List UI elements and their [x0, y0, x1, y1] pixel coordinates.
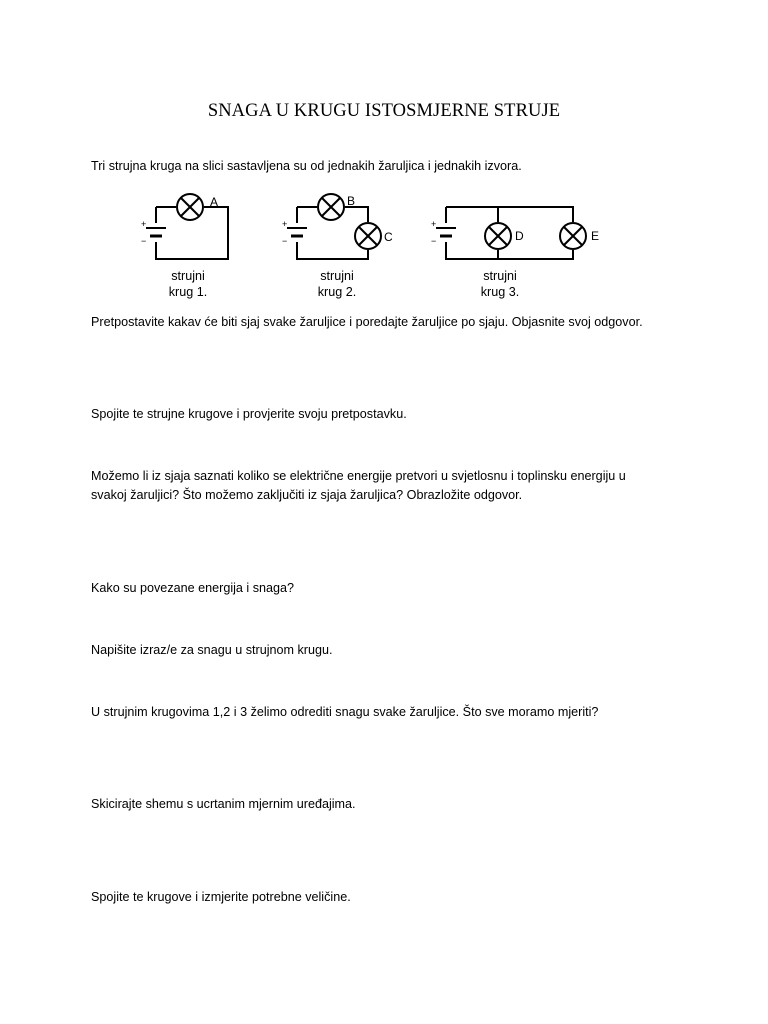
question-8: Spojite te krugove i izmjerite potrebne veličine. [91, 890, 351, 904]
question-2: Spojite te strujne krugove i provjerite svoju pretpostavku. [91, 407, 407, 421]
question-6: U strujnim krugovima 1,2 i 3 želimo odrediti snagu svake žaruljice. Što sve moramo mjeriti? [91, 705, 599, 719]
circuit-2 [287, 194, 381, 259]
bulb-label-c: C [384, 230, 393, 244]
circuit-diagrams [0, 186, 768, 306]
intro-text: Tri strujna kruga na slici sastavljena su od jednakih žaruljica i jednakih izvora. [91, 159, 522, 173]
bulb-e-icon [560, 223, 586, 249]
bulb-label-a: A [210, 195, 219, 209]
caption-line: krug 1. [168, 285, 208, 299]
question-7: Skicirajte shemu s ucrtanim mjernim uređajima. [91, 797, 356, 811]
bulb-label-e: E [591, 229, 600, 243]
caption-line: krug 3. [480, 285, 520, 299]
circuit-2-caption [297, 268, 377, 300]
bulb-a-icon [177, 194, 203, 220]
caption-line: strujni [320, 269, 354, 283]
bulb-c-icon [355, 223, 381, 249]
circuits-svg [0, 186, 768, 306]
question-5: Napišite izraz/e za snagu u strujnom krugu. [91, 643, 333, 657]
battery-plus-label: + [141, 219, 147, 229]
battery-icon [287, 228, 307, 236]
bulb-label-d: D [515, 229, 524, 243]
battery-minus-label: − [282, 236, 288, 246]
battery-minus-label: − [141, 236, 147, 246]
battery-plus-label: + [282, 219, 288, 229]
question-3-line-2: svakoj žaruljici? Što možemo zaključiti iz sjaja žaruljica? Obrazložite odgovor. [91, 488, 523, 502]
bulb-label-b: B [347, 194, 356, 208]
caption-line: strujni [483, 269, 517, 283]
page-title: SNAGA U KRUGU ISTOSMJERNE STRUJE [207, 101, 561, 121]
battery-icon [146, 228, 166, 236]
battery-icon [436, 228, 456, 236]
caption-line: krug 2. [317, 285, 357, 299]
bulb-d-icon [485, 223, 511, 249]
battery-minus-label: − [431, 236, 437, 246]
bulb-b-icon [318, 194, 344, 220]
circuit-1-caption [148, 268, 228, 300]
caption-line: strujni [171, 269, 205, 283]
question-3-line-1: Možemo li iz sjaja saznati koliko se električne energije pretvori u svjetlosnu i toplinsku energiju u [91, 469, 626, 483]
question-1: Pretpostavite kakav će biti sjaj svake žaruljice i poredajte žaruljice po sjaju. Objasnite svoj odgovor. [91, 315, 643, 329]
battery-plus-label: + [431, 219, 437, 229]
circuit-3 [436, 207, 586, 259]
circuit-3-caption [460, 268, 540, 300]
question-4: Kako su povezane energija i snaga? [91, 581, 295, 595]
